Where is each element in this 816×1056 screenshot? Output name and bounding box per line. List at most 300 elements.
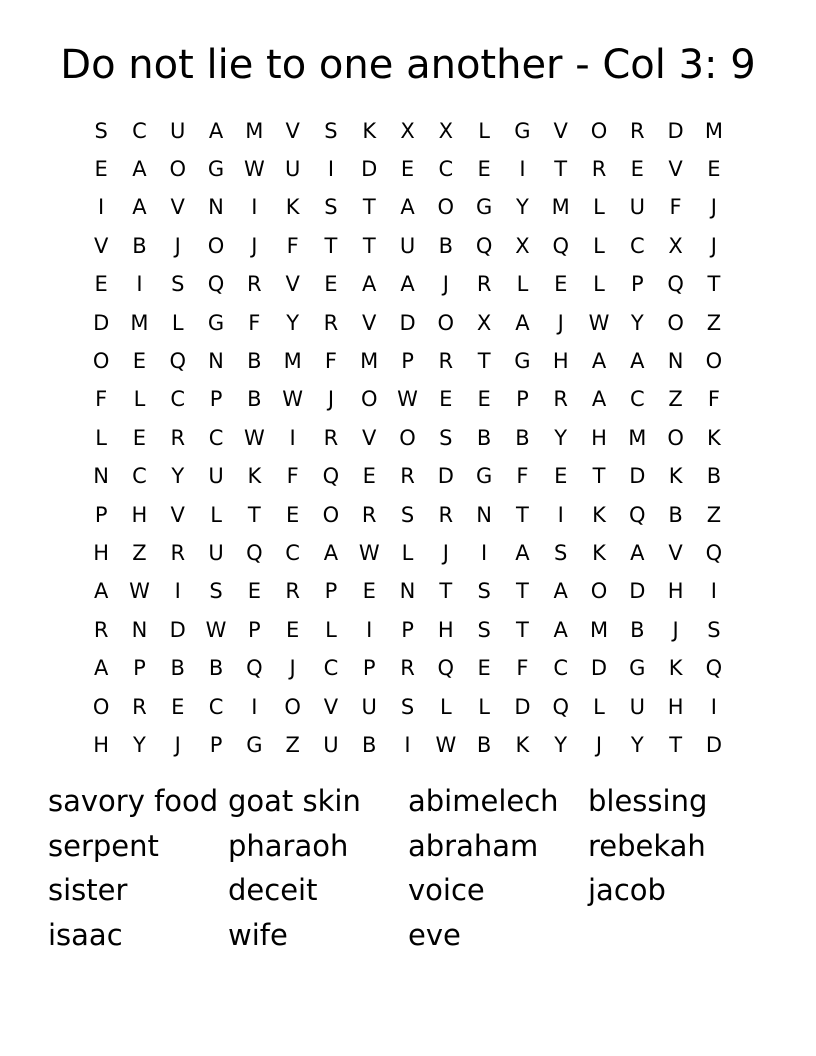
grid-letter: M: [130, 310, 149, 335]
word-list-item: goat skin: [228, 784, 361, 818]
grid-letter: D: [93, 310, 110, 335]
grid-letter: E: [362, 579, 376, 604]
grid-letter: K: [515, 732, 530, 757]
grid-letter: N: [476, 502, 492, 527]
grid-letter: E: [324, 272, 338, 297]
grid-letter: A: [630, 540, 645, 565]
grid-letter: L: [401, 540, 414, 565]
grid-letter: H: [437, 617, 454, 642]
grid-letter: U: [208, 464, 224, 489]
grid-letter: P: [209, 732, 223, 757]
grid-letter: B: [208, 656, 224, 681]
grid-letter: G: [475, 195, 493, 220]
grid-letter: L: [593, 195, 605, 220]
grid-letter: A: [132, 157, 147, 182]
grid-letter: K: [707, 425, 721, 450]
word-list-item: blessing: [588, 784, 708, 818]
grid-letter: U: [629, 195, 645, 220]
word-list-item: rebekah: [588, 828, 706, 863]
grid-letter: L: [478, 694, 490, 719]
grid-letter: B: [668, 502, 683, 527]
grid-letter: B: [438, 233, 454, 258]
grid-letter: A: [515, 310, 530, 335]
grid-letter: J: [672, 617, 679, 642]
grid-letter: B: [476, 732, 492, 757]
grid-letter: U: [629, 694, 645, 719]
grid-letter: A: [362, 272, 377, 297]
grid-letter: D: [629, 464, 646, 489]
grid-letter: U: [399, 233, 416, 258]
grid-letter: O: [360, 387, 378, 412]
word-list: [48, 779, 768, 957]
grid-letter: U: [284, 157, 301, 182]
grid-letter: S: [707, 617, 721, 642]
grid-letter: G: [514, 118, 531, 143]
grid-letter: Q: [667, 272, 684, 297]
grid-letter: L: [439, 694, 452, 719]
grid-letter: Q: [475, 233, 493, 258]
grid-letter: E: [477, 387, 491, 412]
grid-letter: D: [667, 118, 684, 143]
grid-letter: V: [170, 195, 185, 220]
grid-letter: C: [438, 157, 454, 182]
grid-letter: O: [667, 310, 684, 335]
grid-letter: M: [628, 425, 647, 450]
grid-letter: R: [170, 540, 186, 565]
grid-letter: Q: [246, 656, 263, 681]
grid-letter: A: [132, 195, 147, 220]
grid-letter: P: [362, 656, 376, 681]
grid-letter: W: [282, 387, 304, 412]
grid-letter: H: [131, 502, 148, 527]
grid-letter: L: [133, 387, 146, 412]
grid-letter: E: [285, 502, 300, 527]
grid-letter: J: [442, 272, 449, 297]
word-list-item: isaac: [48, 917, 123, 952]
grid-letter: I: [710, 694, 717, 719]
grid-letter: Y: [516, 195, 529, 220]
grid-letter: S: [477, 579, 491, 604]
grid-letter: M: [360, 349, 379, 374]
grid-letter: N: [131, 617, 148, 642]
grid-letter: W: [358, 540, 380, 565]
grid-letter: S: [94, 118, 108, 143]
grid-letter: K: [285, 195, 300, 220]
grid-letter: E: [362, 464, 376, 489]
grid-letter: K: [592, 540, 606, 565]
grid-letter: W: [243, 425, 265, 450]
grid-letter: M: [704, 118, 723, 143]
grid-letter: J: [174, 732, 181, 757]
grid-letter: C: [170, 387, 186, 412]
grid-letter: L: [171, 310, 184, 335]
grid-letter: V: [668, 157, 683, 182]
grid-letter: V: [362, 425, 377, 450]
grid-letter: V: [285, 272, 300, 297]
grid-letter: D: [590, 656, 608, 681]
grid-letter: D: [437, 464, 454, 489]
grid-letter: O: [92, 349, 110, 374]
grid-letter: E: [132, 425, 147, 450]
grid-letter: H: [667, 579, 684, 604]
grid-letter: Z: [706, 502, 722, 527]
grid-letter: S: [400, 694, 415, 719]
grid-letter: O: [284, 694, 301, 719]
grid-letter: D: [361, 157, 378, 182]
grid-letter: S: [324, 118, 338, 143]
grid-letter: W: [435, 732, 457, 757]
grid-letter: J: [289, 656, 296, 681]
grid-letter: Q: [437, 656, 455, 681]
grid-letter: R: [438, 502, 454, 527]
grid-letter: E: [94, 157, 108, 182]
grid-letter: L: [516, 272, 529, 297]
grid-letter: A: [630, 349, 645, 374]
grid-letter: F: [516, 656, 529, 681]
grid-letter: O: [92, 694, 110, 719]
grid-letter: A: [400, 272, 415, 297]
grid-letter: E: [94, 272, 108, 297]
grid-letter: V: [93, 233, 109, 258]
grid-letter: D: [629, 579, 646, 604]
grid-letter: T: [247, 502, 261, 527]
grid-letter: Q: [322, 464, 340, 489]
grid-letter: R: [630, 118, 645, 143]
grid-letter: F: [286, 233, 299, 258]
grid-letter: C: [208, 425, 224, 450]
grid-letter: K: [668, 464, 683, 489]
grid-letter: Z: [285, 732, 300, 757]
grid-letter: E: [285, 617, 300, 642]
word-list-item: pharaoh: [228, 828, 349, 863]
grid-letter: F: [324, 349, 337, 374]
grid-letter: Q: [169, 349, 186, 374]
grid-letter: Y: [630, 310, 644, 335]
grid-letter: I: [404, 732, 411, 757]
grid-letter: A: [515, 540, 530, 565]
grid-letter: P: [630, 272, 644, 297]
word-list-item: abraham: [408, 828, 539, 863]
grid-letter: B: [362, 732, 377, 757]
grid-letter: X: [668, 233, 683, 258]
grid-letter: R: [438, 349, 454, 374]
grid-letter: H: [591, 425, 607, 450]
grid-letter: B: [476, 425, 492, 450]
grid-letter: S: [477, 617, 491, 642]
grid-letter: G: [207, 310, 225, 335]
grid-letter: E: [132, 349, 147, 374]
grid-letter: S: [439, 425, 453, 450]
grid-letter: X: [476, 310, 492, 335]
grid-letter: T: [669, 732, 683, 757]
grid-letter: I: [519, 157, 526, 182]
grid-letter: B: [247, 387, 262, 412]
grid-letter: D: [514, 694, 531, 719]
grid-letter: W: [243, 157, 265, 182]
grid-letter: P: [248, 617, 261, 642]
grid-letter: Y: [171, 464, 185, 489]
grid-letter: W: [129, 579, 150, 604]
grid-letter: V: [323, 694, 339, 719]
grid-letter: E: [247, 579, 261, 604]
grid-letter: C: [629, 387, 645, 412]
grid-letter: H: [552, 349, 569, 374]
grid-letter: Q: [705, 656, 723, 681]
grid-letter: D: [705, 732, 722, 757]
grid-letter: D: [399, 310, 416, 335]
grid-letter: T: [439, 579, 453, 604]
grid-letter: P: [133, 656, 146, 681]
grid-letter: R: [400, 464, 415, 489]
grid-letter: X: [438, 118, 454, 143]
grid-letter: F: [248, 310, 261, 335]
grid-letter: B: [247, 349, 262, 374]
grid-letter: R: [400, 656, 415, 681]
grid-letter: M: [551, 195, 570, 220]
grid-letter: G: [207, 157, 225, 182]
grid-letter: Y: [630, 732, 644, 757]
grid-letter: I: [327, 157, 335, 182]
word-list-item: deceit: [228, 873, 318, 907]
grid-letter: H: [93, 540, 110, 565]
grid-letter: V: [170, 502, 185, 527]
grid-letter: H: [93, 732, 110, 757]
grid-letter: W: [205, 617, 227, 642]
grid-letter: S: [324, 195, 338, 220]
grid-letter: E: [171, 694, 185, 719]
grid-letter: K: [592, 502, 606, 527]
grid-letter: Q: [207, 272, 225, 297]
grid-letter: O: [667, 425, 684, 450]
grid-letter: P: [324, 579, 338, 604]
grid-letter: A: [553, 617, 568, 642]
grid-letter: J: [710, 233, 717, 258]
grid-letter: R: [323, 310, 339, 335]
grid-letter: I: [98, 195, 105, 220]
grid-letter: Z: [132, 540, 147, 565]
grid-letter: I: [366, 617, 373, 642]
grid-letter: P: [401, 349, 414, 374]
grid-letter: Y: [133, 732, 146, 757]
grid-letter: T: [592, 464, 606, 489]
page-title: Do not lie to one another - Col 3: 9: [60, 42, 756, 88]
grid-letter: N: [208, 349, 224, 374]
grid-letter: C: [132, 118, 147, 143]
grid-letter: Q: [246, 540, 263, 565]
grid-letter: R: [285, 579, 300, 604]
grid-letter: L: [210, 502, 222, 527]
grid-letter: I: [557, 502, 564, 527]
grid-letter: E: [477, 656, 491, 681]
grid-letter: R: [591, 157, 607, 182]
grid-letter: O: [322, 502, 340, 527]
grid-letter: C: [553, 656, 569, 681]
grid-letter: U: [208, 540, 224, 565]
grid-letter: E: [554, 464, 568, 489]
grid-letter: G: [475, 464, 493, 489]
grid-letter: W: [397, 387, 418, 412]
grid-letter: L: [593, 233, 605, 258]
grid-letter: C: [323, 656, 339, 681]
grid-letter: Q: [552, 233, 569, 258]
grid-letter: E: [439, 387, 453, 412]
grid-letter: P: [516, 387, 529, 412]
grid-letter: F: [707, 387, 720, 412]
grid-letter: N: [399, 579, 416, 604]
grid-letter: A: [591, 349, 607, 374]
grid-letter: B: [132, 233, 147, 258]
grid-letter: A: [208, 118, 224, 143]
grid-letter: F: [516, 464, 529, 489]
grid-letter: P: [94, 502, 108, 527]
grid-letter: T: [362, 233, 376, 258]
grid-letter: E: [554, 272, 568, 297]
grid-letter: I: [481, 540, 488, 565]
word-list-item: serpent: [48, 828, 159, 863]
grid-letter: I: [251, 694, 258, 719]
grid-letter: I: [710, 579, 717, 604]
grid-letter: T: [362, 195, 376, 220]
grid-letter: N: [93, 464, 109, 489]
grid-letter: U: [361, 694, 377, 719]
grid-letter: R: [247, 272, 262, 297]
word-list-item: jacob: [588, 873, 666, 907]
grid-letter: O: [437, 310, 455, 335]
grid-letter: T: [477, 349, 491, 374]
grid-letter: K: [668, 656, 683, 681]
grid-letter: O: [169, 157, 186, 182]
grid-letter: Q: [705, 540, 723, 565]
grid-letter: Z: [706, 310, 722, 335]
word-list-item: voice: [408, 873, 485, 907]
grid-letter: E: [630, 157, 644, 182]
grid-letter: Q: [629, 502, 646, 527]
grid-letter: B: [630, 617, 645, 642]
grid-letter: A: [553, 579, 568, 604]
grid-letter: Y: [286, 310, 300, 335]
word-list-item: savory food: [48, 784, 219, 818]
grid-letter: T: [516, 502, 529, 527]
word-list-item: sister: [48, 873, 128, 907]
grid-letter: F: [95, 387, 108, 412]
grid-letter: X: [400, 118, 415, 143]
grid-letter: H: [667, 694, 684, 719]
grid-letter: G: [246, 732, 263, 757]
grid-letter: L: [478, 118, 490, 143]
grid-letter: O: [590, 579, 608, 604]
grid-letter: O: [590, 118, 608, 143]
grid-letter: Z: [668, 387, 683, 412]
grid-letter: I: [289, 425, 296, 450]
grid-letter: Y: [554, 425, 568, 450]
grid-letter: A: [93, 656, 109, 681]
grid-letter: D: [169, 617, 186, 642]
grid-letter: M: [589, 617, 609, 642]
word-list-item: eve: [408, 917, 461, 952]
grid-letter: V: [362, 310, 377, 335]
grid-letter: O: [437, 195, 455, 220]
grid-letter: R: [93, 617, 109, 642]
grid-letter: I: [174, 579, 181, 604]
grid-letter: A: [93, 579, 109, 604]
grid-letter: Q: [552, 694, 569, 719]
grid-letter: V: [553, 118, 568, 143]
grid-letter: E: [400, 157, 415, 182]
grid-letter: C: [132, 464, 147, 489]
grid-letter: T: [707, 272, 721, 297]
grid-letter: L: [95, 425, 107, 450]
grid-letter: J: [442, 540, 449, 565]
letter-grid: [82, 112, 733, 765]
grid-letter: X: [515, 233, 530, 258]
grid-letter: L: [593, 694, 605, 719]
grid-letter: A: [323, 540, 339, 565]
grid-letter: O: [705, 349, 723, 374]
grid-letter: O: [399, 425, 416, 450]
grid-letter: T: [516, 579, 529, 604]
grid-letter: G: [629, 656, 646, 681]
grid-letter: N: [667, 349, 684, 374]
grid-letter: V: [668, 540, 683, 565]
grid-letter: O: [207, 233, 225, 258]
grid-letter: S: [400, 502, 415, 527]
grid-letter: U: [323, 732, 339, 757]
grid-letter: E: [707, 157, 721, 182]
grid-letter: S: [171, 272, 185, 297]
grid-letter: M: [283, 349, 302, 374]
grid-letter: T: [516, 617, 529, 642]
grid-letter: P: [401, 617, 414, 642]
grid-letter: R: [361, 502, 377, 527]
grid-letter: L: [593, 272, 605, 297]
grid-letter: A: [591, 387, 607, 412]
grid-letter: I: [251, 195, 258, 220]
grid-letter: J: [251, 233, 258, 258]
grid-letter: L: [325, 617, 337, 642]
grid-letter: C: [629, 233, 645, 258]
grid-letter: K: [362, 118, 377, 143]
grid-letter: W: [588, 310, 610, 335]
grid-letter: M: [245, 118, 264, 143]
grid-letter: B: [170, 656, 185, 681]
grid-letter: P: [209, 387, 223, 412]
grid-letter: S: [209, 579, 223, 604]
grid-letter: C: [285, 540, 300, 565]
grid-letter: J: [557, 310, 564, 335]
grid-letter: K: [247, 464, 262, 489]
grid-letter: F: [286, 464, 299, 489]
grid-letter: J: [710, 195, 717, 220]
grid-letter: R: [132, 694, 147, 719]
word-list-item: wife: [228, 917, 288, 952]
grid-letter: R: [476, 272, 492, 297]
grid-letter: F: [669, 195, 682, 220]
grid-letter: B: [706, 464, 722, 489]
grid-letter: B: [515, 425, 530, 450]
grid-letter: N: [208, 195, 224, 220]
grid-letter: Y: [554, 732, 568, 757]
grid-letter: J: [595, 732, 603, 757]
grid-letter: E: [477, 157, 491, 182]
grid-letter: R: [170, 425, 186, 450]
grid-letter: R: [323, 425, 339, 450]
grid-letter: V: [285, 118, 300, 143]
grid-letter: J: [327, 387, 335, 412]
grid-letter: T: [324, 233, 338, 258]
grid-letter: R: [553, 387, 568, 412]
grid-letter: A: [400, 195, 415, 220]
grid-letter: U: [170, 118, 186, 143]
